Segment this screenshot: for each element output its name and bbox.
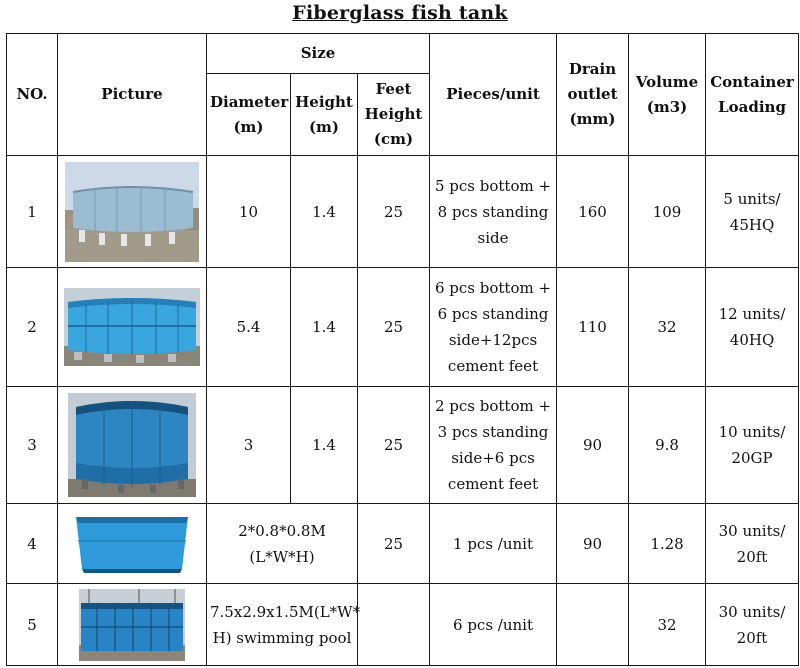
volume-cell: 32 — [629, 584, 706, 666]
volume-cell: 109 — [629, 156, 706, 268]
picture-cell — [58, 504, 207, 584]
header-height: Height (m) — [291, 74, 358, 156]
volume-cell: 32 — [629, 268, 706, 387]
tank-photo-1 — [65, 162, 199, 262]
table-row — [7, 584, 799, 666]
feet-height-cell: 25 — [358, 268, 430, 387]
drain-cell: 90 — [557, 387, 629, 504]
feet-height-cell: 25 — [358, 387, 430, 504]
size-cell: 2*0.8*0.8M (L*W*H) — [207, 504, 358, 584]
picture-cell — [58, 156, 207, 268]
table-row — [7, 156, 799, 268]
height-cell: 1.4 — [291, 268, 358, 387]
drain-cell: 110 — [557, 268, 629, 387]
pieces-cell: 2 pcs bottom + 3 pcs standing side+6 pcs cement feet — [430, 387, 557, 504]
feet-height-cell: 25 — [358, 504, 430, 584]
picture-cell — [58, 387, 207, 504]
tank-photo-4 — [70, 511, 194, 577]
header-pieces: Pieces/unit — [430, 34, 557, 156]
loading-cell: 30 units/ 20ft — [706, 504, 799, 584]
drain-cell: 160 — [557, 156, 629, 268]
row-number: 1 — [7, 156, 58, 268]
tank-photo-3 — [68, 393, 196, 497]
header-feet-height: Feet Height (cm) — [358, 74, 430, 156]
header-drain: Drain outlet (mm) — [557, 34, 629, 156]
page-title: Fiberglass fish tank — [292, 2, 508, 24]
header-row-1 — [7, 34, 799, 74]
pieces-cell: 5 pcs bottom + 8 pcs standing side — [430, 156, 557, 268]
size-cell: 7.5x2.9x1.5M(L*W* H) swimming pool — [207, 584, 358, 666]
drain-cell: 90 — [557, 504, 629, 584]
table-row — [7, 387, 799, 504]
height-cell: 1.4 — [291, 387, 358, 504]
loading-cell: 12 units/ 40HQ — [706, 268, 799, 387]
row-number: 2 — [7, 268, 58, 387]
header-size: Size — [207, 34, 430, 74]
feet-height-cell: 25 — [358, 156, 430, 268]
loading-cell: 5 units/ 45HQ — [706, 156, 799, 268]
pieces-cell: 6 pcs bottom + 6 pcs standing side+12pcs cement feet — [430, 268, 557, 387]
loading-cell: 10 units/ 20GP — [706, 387, 799, 504]
spec-table — [6, 33, 799, 666]
height-cell: 1.4 — [291, 156, 358, 268]
picture-cell — [58, 268, 207, 387]
tank-photo-2 — [64, 288, 200, 366]
volume-cell: 9.8 — [629, 387, 706, 504]
feet-height-cell — [358, 584, 430, 666]
table-row — [7, 504, 799, 584]
loading-cell: 30 units/ 20ft — [706, 584, 799, 666]
table-row — [7, 268, 799, 387]
header-loading: Container Loading — [706, 34, 799, 156]
drain-cell — [557, 584, 629, 666]
pieces-cell: 6 pcs /unit — [430, 584, 557, 666]
header-diameter: Diameter (m) — [207, 74, 291, 156]
diameter-cell: 5.4 — [207, 268, 291, 387]
pieces-cell: 1 pcs /unit — [430, 504, 557, 584]
header-no: NO. — [7, 34, 58, 156]
row-number: 5 — [7, 584, 58, 666]
volume-cell: 1.28 — [629, 504, 706, 584]
header-picture: Picture — [58, 34, 207, 156]
row-number: 3 — [7, 387, 58, 504]
picture-cell — [58, 584, 207, 666]
tank-photo-5 — [79, 589, 185, 661]
row-number: 4 — [7, 504, 58, 584]
diameter-cell: 10 — [207, 156, 291, 268]
header-volume: Volume (m3) — [629, 34, 706, 156]
diameter-cell: 3 — [207, 387, 291, 504]
